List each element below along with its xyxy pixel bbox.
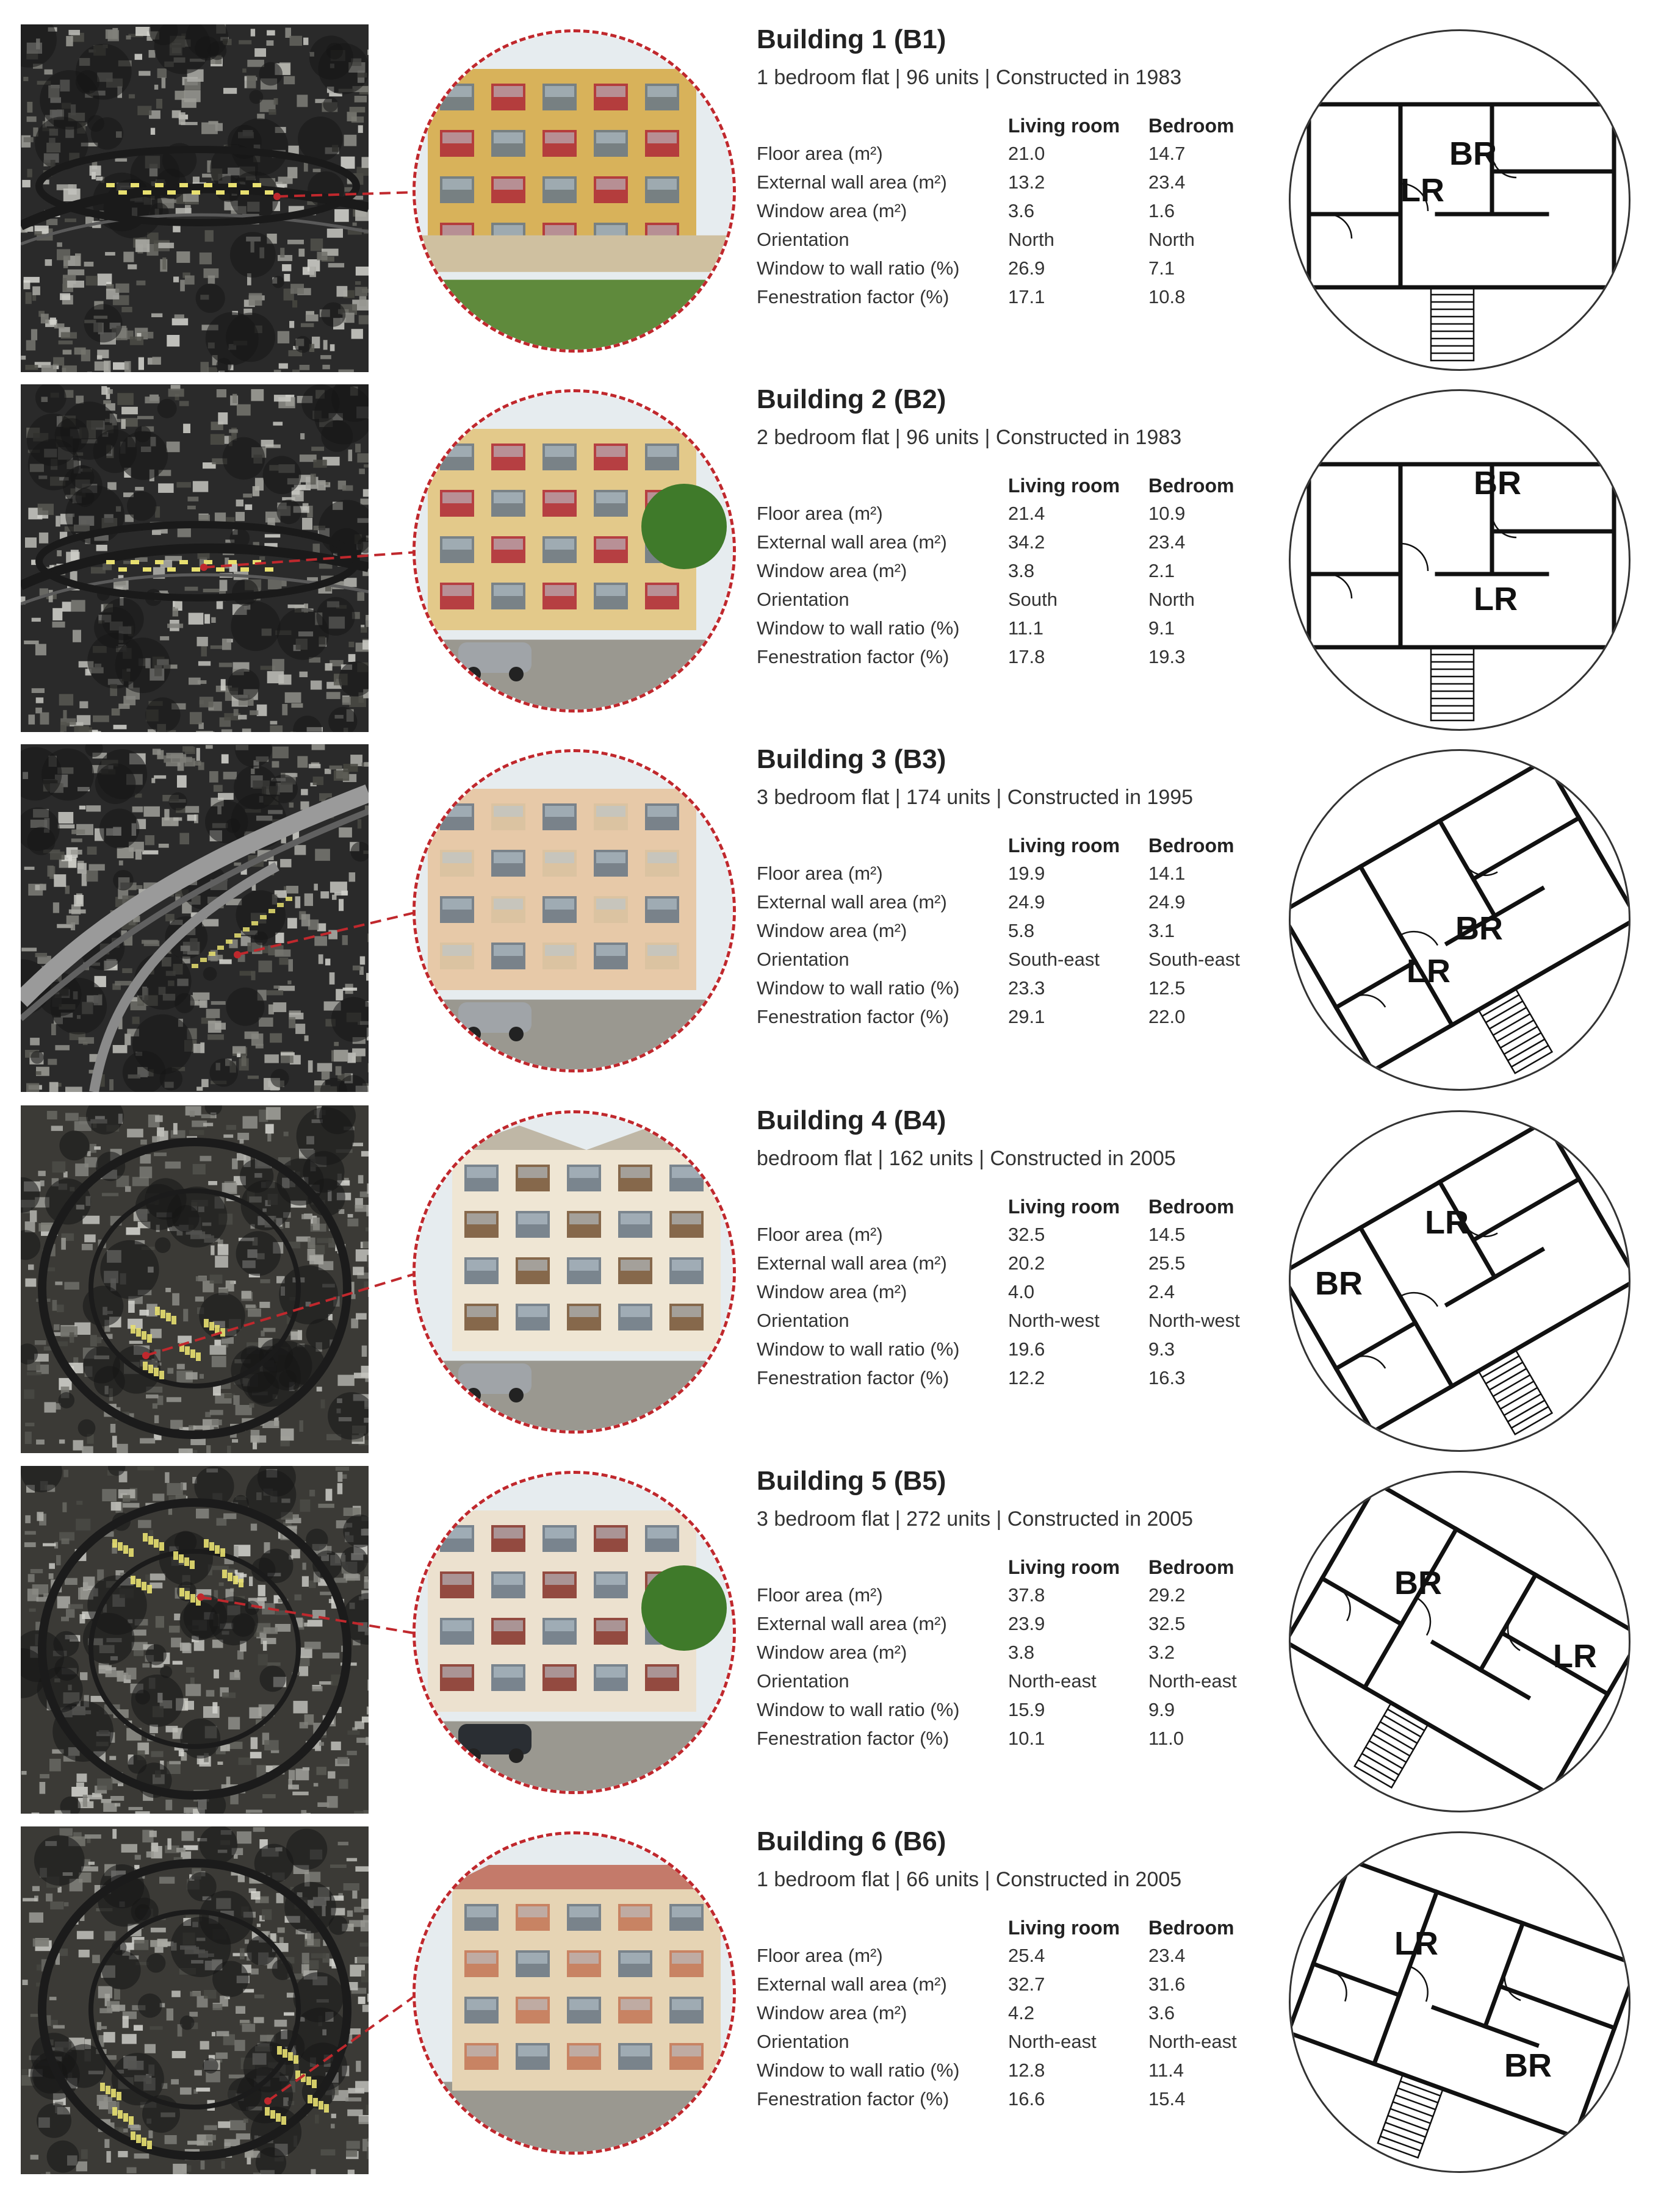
living-room-value: 3.8 [1008, 560, 1035, 581]
living-room-value: 17.8 [1008, 646, 1045, 667]
living-room-value: 3.6 [1008, 200, 1035, 221]
living-room-tag: LR [1407, 953, 1450, 989]
row-label: External wall area (m²) [757, 1613, 947, 1634]
building-photo [413, 1831, 736, 2155]
building-photo [413, 1471, 736, 1794]
living-room-tag: LR [1553, 1638, 1597, 1675]
bedroom-value: 10.9 [1148, 503, 1186, 524]
building-subtitle: 3 bedroom flat | 174 units | Constructed in 1995 [757, 786, 1194, 809]
bedroom-value: North-west [1148, 1310, 1240, 1331]
row-label: Window to wall ratio (%) [757, 977, 960, 999]
row-label: Fenestration factor (%) [757, 646, 950, 667]
header-bedroom: Bedroom [1148, 1196, 1234, 1218]
living-room-value: North-east [1008, 2031, 1097, 2052]
header-living-room: Living room [1008, 475, 1120, 497]
bedroom-value: 25.5 [1148, 1252, 1186, 1274]
floor-plan [1289, 389, 1631, 731]
row-label: External wall area (m²) [757, 531, 947, 553]
header-bedroom: Bedroom [1148, 1556, 1234, 1578]
header-bedroom: Bedroom [1148, 115, 1234, 137]
living-room-value: 37.8 [1008, 1584, 1045, 1606]
living-room-value: 15.9 [1008, 1699, 1045, 1720]
living-room-value: 25.4 [1008, 1945, 1045, 1966]
row-label: Floor area (m²) [757, 503, 883, 524]
bedroom-value: 23.4 [1148, 171, 1186, 193]
floor-plan [1289, 1110, 1631, 1452]
living-room-value: 20.2 [1008, 1252, 1045, 1274]
building-title: Building 4 (B4) [757, 1105, 946, 1135]
header-living-room: Living room [1008, 1556, 1120, 1578]
living-room-value: 10.1 [1008, 1728, 1045, 1749]
bedroom-value: 3.6 [1148, 2002, 1175, 2023]
bedroom-value: 9.3 [1148, 1338, 1175, 1360]
floor-plan [1289, 29, 1631, 371]
living-room-value: North [1008, 229, 1054, 250]
bedroom-tag: BR [1504, 2047, 1552, 2084]
living-room-value: 19.9 [1008, 863, 1045, 884]
row-label: Floor area (m²) [757, 143, 883, 164]
living-room-value: 12.8 [1008, 2059, 1045, 2081]
bedroom-value: 2.1 [1148, 560, 1175, 581]
building-title: Building 1 (B1) [757, 24, 946, 54]
living-room-tag: LR [1425, 1204, 1469, 1241]
bedroom-tag: BR [1394, 1565, 1442, 1601]
bedroom-value: 14.5 [1148, 1224, 1186, 1245]
header-living-room: Living room [1008, 115, 1120, 137]
row-label: External wall area (m²) [757, 171, 947, 193]
row-label: Window to wall ratio (%) [757, 2059, 960, 2081]
bedroom-value: 24.9 [1148, 891, 1186, 913]
living-room-tag: LR [1394, 1925, 1438, 1962]
building-title: Building 3 (B3) [757, 744, 946, 774]
row-label: Window area (m²) [757, 560, 907, 581]
bedroom-value: North [1148, 589, 1195, 610]
living-room-value: 12.2 [1008, 1367, 1045, 1388]
bedroom-value: 3.2 [1148, 1642, 1175, 1663]
row-label: Window area (m²) [757, 920, 907, 941]
floor-plan [1289, 1471, 1631, 1812]
living-room-value: 32.7 [1008, 1973, 1045, 1995]
row-label: Floor area (m²) [757, 1584, 883, 1606]
row-label: External wall area (m²) [757, 1973, 947, 1995]
header-bedroom: Bedroom [1148, 475, 1234, 497]
living-room-value: 17.1 [1008, 286, 1045, 307]
row-label: Window area (m²) [757, 1642, 907, 1663]
living-room-value: North-east [1008, 1670, 1097, 1692]
living-room-value: 21.0 [1008, 143, 1045, 164]
living-room-value: 19.6 [1008, 1338, 1045, 1360]
bedroom-value: 1.6 [1148, 200, 1175, 221]
building-row-6 [0, 1826, 1672, 2180]
building-photo [413, 389, 736, 713]
bedroom-value: 16.3 [1148, 1367, 1186, 1388]
bedroom-value: 29.2 [1148, 1584, 1186, 1606]
bedroom-value: 22.0 [1148, 1006, 1186, 1027]
floor-plan [1289, 749, 1631, 1091]
bedroom-value: 3.1 [1148, 920, 1175, 941]
bedroom-tag: BR [1474, 465, 1521, 501]
living-room-value: 23.9 [1008, 1613, 1045, 1634]
row-label: Orientation [757, 949, 849, 970]
row-label: External wall area (m²) [757, 891, 947, 913]
building-subtitle: 2 bedroom flat | 96 units | Constructed in 1983 [757, 426, 1182, 449]
living-room-value: 16.6 [1008, 2088, 1045, 2110]
bedroom-value: 23.4 [1148, 531, 1186, 553]
header-bedroom: Bedroom [1148, 835, 1234, 856]
building-subtitle: 1 bedroom flat | 66 units | Constructed in 2005 [757, 1868, 1182, 1891]
bedroom-value: North-east [1148, 2031, 1237, 2052]
bedroom-value: 11.4 [1148, 2059, 1184, 2081]
building-row-1 [0, 24, 1672, 378]
living-room-tag: LR [1474, 581, 1518, 617]
row-label: Orientation [757, 589, 849, 610]
header-living-room: Living room [1008, 835, 1120, 856]
row-label: Fenestration factor (%) [757, 1367, 950, 1388]
row-label: Floor area (m²) [757, 1945, 883, 1966]
header-bedroom: Bedroom [1148, 1917, 1234, 1939]
building-photo [413, 1110, 736, 1434]
building-title: Building 6 (B6) [757, 1826, 946, 1856]
row-label: Fenestration factor (%) [757, 286, 950, 307]
bedroom-value: 9.1 [1148, 617, 1175, 639]
row-label: Orientation [757, 1670, 849, 1692]
living-room-value: 4.2 [1008, 2002, 1035, 2023]
row-label: Fenestration factor (%) [757, 2088, 950, 2110]
building-subtitle: 1 bedroom flat | 96 units | Constructed in 1983 [757, 66, 1182, 89]
bedroom-value: 14.7 [1148, 143, 1186, 164]
bedroom-value: 15.4 [1148, 2088, 1186, 2110]
row-label: Window to wall ratio (%) [757, 1699, 960, 1720]
living-room-value: 24.9 [1008, 891, 1045, 913]
bedroom-value: 32.5 [1148, 1613, 1186, 1634]
bedroom-value: 7.1 [1148, 257, 1175, 279]
bedroom-tag: BR [1449, 135, 1497, 172]
bedroom-value: 10.8 [1148, 286, 1186, 307]
living-room-value: 4.0 [1008, 1281, 1035, 1302]
bedroom-value: 19.3 [1148, 646, 1186, 667]
row-label: Window to wall ratio (%) [757, 257, 960, 279]
building-row-4 [0, 1105, 1672, 1459]
row-label: Window area (m²) [757, 2002, 907, 2023]
bedroom-value: 12.5 [1148, 977, 1186, 999]
living-room-value: 21.4 [1008, 503, 1045, 524]
building-title: Building 2 (B2) [757, 384, 946, 414]
bedroom-tag: BR [1455, 910, 1503, 947]
living-room-value: North-west [1008, 1310, 1100, 1331]
bedroom-value: South-east [1148, 949, 1240, 970]
row-label: Floor area (m²) [757, 1224, 883, 1245]
bedroom-value: 23.4 [1148, 1945, 1186, 1966]
header-living-room: Living room [1008, 1196, 1120, 1218]
living-room-value: 34.2 [1008, 531, 1045, 553]
living-room-value: South-east [1008, 949, 1100, 970]
row-label: Window to wall ratio (%) [757, 617, 960, 639]
row-label: Window to wall ratio (%) [757, 1338, 960, 1360]
building-subtitle: bedroom flat | 162 units | Constructed in 2005 [757, 1147, 1176, 1170]
row-label: Orientation [757, 2031, 849, 2052]
bedroom-value: 9.9 [1148, 1699, 1175, 1720]
building-title: Building 5 (B5) [757, 1466, 946, 1496]
living-room-value: 23.3 [1008, 977, 1045, 999]
row-label: Fenestration factor (%) [757, 1728, 950, 1749]
bedroom-value: 11.0 [1148, 1728, 1184, 1749]
living-room-value: 26.9 [1008, 257, 1045, 279]
bedroom-value: 2.4 [1148, 1281, 1175, 1302]
bedroom-value: 31.6 [1148, 1973, 1186, 1995]
living-room-value: 5.8 [1008, 920, 1035, 941]
building-subtitle: 3 bedroom flat | 272 units | Constructed in 2005 [757, 1507, 1194, 1531]
building-row-3 [0, 744, 1672, 1098]
row-label: Window area (m²) [757, 200, 907, 221]
row-label: Orientation [757, 1310, 849, 1331]
bedroom-value: 14.1 [1148, 863, 1186, 884]
row-label: Floor area (m²) [757, 863, 883, 884]
living-room-value: 3.8 [1008, 1642, 1035, 1663]
building-row-2 [0, 384, 1672, 738]
building-photo [413, 29, 736, 353]
living-room-value: 13.2 [1008, 171, 1045, 193]
bedroom-tag: BR [1315, 1265, 1363, 1302]
building-row-5 [0, 1466, 1672, 1820]
living-room-value: South [1008, 589, 1058, 610]
row-label: Fenestration factor (%) [757, 1006, 950, 1027]
building-photo [413, 749, 736, 1072]
header-living-room: Living room [1008, 1917, 1120, 1939]
living-room-value: 11.1 [1008, 617, 1044, 639]
row-label: External wall area (m²) [757, 1252, 947, 1274]
bedroom-value: North-east [1148, 1670, 1237, 1692]
living-room-tag: LR [1400, 172, 1444, 209]
row-label: Window area (m²) [757, 1281, 907, 1302]
row-label: Orientation [757, 229, 849, 250]
living-room-value: 32.5 [1008, 1224, 1045, 1245]
floor-plan [1289, 1831, 1631, 2173]
living-room-value: 29.1 [1008, 1006, 1045, 1027]
bedroom-value: North [1148, 229, 1195, 250]
